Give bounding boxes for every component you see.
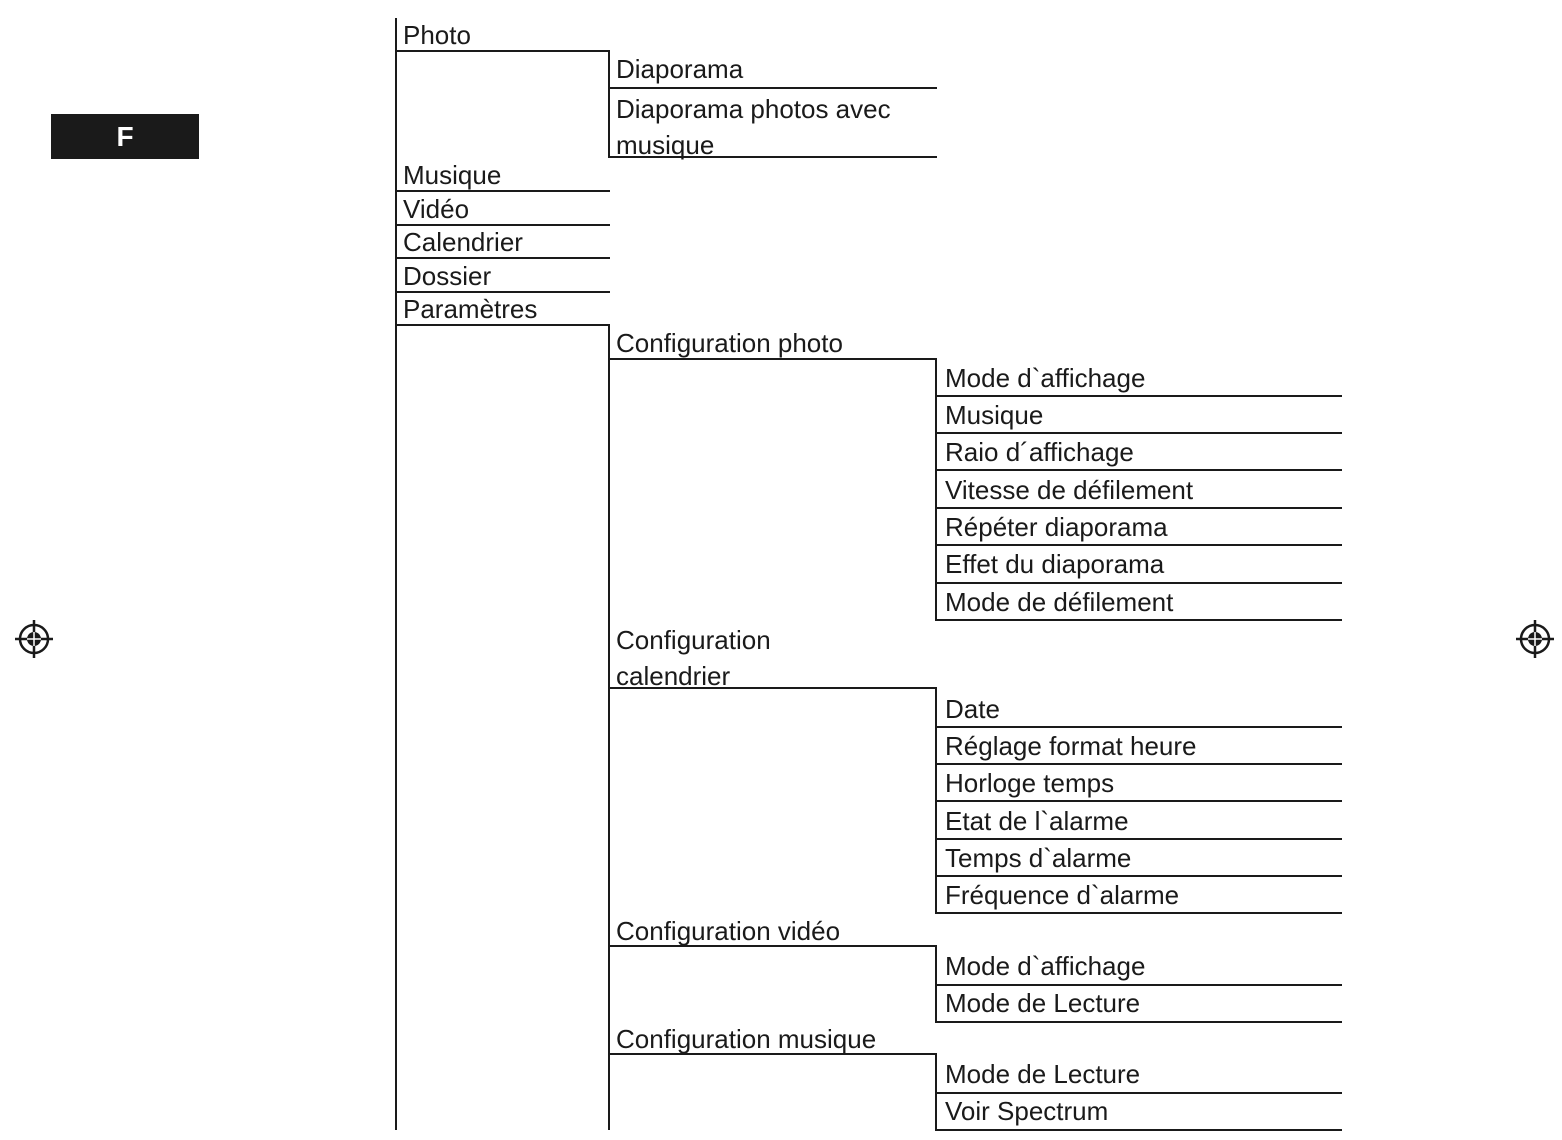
tree-trunk-line [395, 18, 397, 1130]
divider [936, 800, 1342, 802]
photo-setting-item: Raio d´affichage [945, 437, 1134, 467]
divider [609, 156, 937, 158]
menu-item-config-musique: Configuration musique [616, 1024, 877, 1054]
calendar-setting-item: Fréquence d`alarme [945, 880, 1180, 910]
menu-item-diaporama-musique: Diaporama photos avec musique [616, 94, 891, 160]
crosshair-registration-icon [1515, 619, 1555, 659]
divider [936, 582, 1342, 584]
video-setting-item: Mode d`affichage [945, 951, 1146, 981]
divider [936, 507, 1342, 509]
divider [396, 291, 610, 293]
menu-item-parametres: Paramètres [403, 294, 538, 324]
menu-item-dossier: Dossier [403, 261, 492, 291]
divider [936, 395, 1342, 397]
photo-setting-item: Musique [945, 400, 1044, 430]
menu-item-config-photo: Configuration photo [616, 328, 843, 358]
menu-item-config-calendrier: Configuration calendrier [616, 625, 771, 691]
menu-item-photo: Photo [403, 20, 471, 50]
menu-item-diaporama: Diaporama [616, 54, 744, 84]
divider [936, 1021, 1342, 1023]
calendar-setting-item: Temps d`alarme [945, 843, 1132, 873]
language-tab: F [51, 114, 199, 159]
divider [396, 324, 610, 326]
photo-setting-item: Effet du diaporama [945, 549, 1165, 579]
divider [609, 87, 937, 89]
divider [609, 358, 937, 360]
divider [396, 224, 610, 226]
divider [396, 257, 610, 259]
divider [609, 687, 937, 689]
photo-setting-item: Répéter diaporama [945, 512, 1168, 542]
divider [936, 912, 1342, 914]
menu-item-config-video: Configuration vidéo [616, 916, 841, 946]
divider [936, 1092, 1342, 1094]
divider [936, 838, 1342, 840]
divider [936, 619, 1342, 621]
parametres-branch-line [608, 325, 610, 1130]
crosshair-registration-icon [14, 619, 54, 659]
photo-setting-item: Mode de défilement [945, 587, 1174, 617]
menu-item-musique: Musique [403, 160, 502, 190]
divider [936, 432, 1342, 434]
menu-item-video: Vidéo [403, 194, 470, 224]
divider [609, 945, 937, 947]
divider [936, 763, 1342, 765]
photo-setting-item: Mode d`affichage [945, 363, 1146, 393]
divider [936, 1129, 1342, 1131]
divider [936, 544, 1342, 546]
photo-branch-line [608, 50, 610, 158]
calendar-setting-item: Etat de l`alarme [945, 806, 1129, 836]
divider [936, 875, 1342, 877]
divider [936, 469, 1342, 471]
divider [609, 1053, 937, 1055]
photo-setting-item: Vitesse de défilement [945, 475, 1194, 505]
menu-item-calendrier: Calendrier [403, 227, 523, 257]
video-setting-item: Mode de Lecture [945, 988, 1141, 1018]
calendar-setting-item: Réglage format heure [945, 731, 1197, 761]
calendar-setting-item: Horloge temps [945, 768, 1115, 798]
music-setting-item: Mode de Lecture [945, 1059, 1141, 1089]
divider [936, 726, 1342, 728]
divider [396, 190, 610, 192]
calendar-setting-item: Date [945, 694, 1000, 724]
music-setting-item: Voir Spectrum [945, 1096, 1109, 1126]
divider [396, 50, 610, 52]
divider [936, 984, 1342, 986]
